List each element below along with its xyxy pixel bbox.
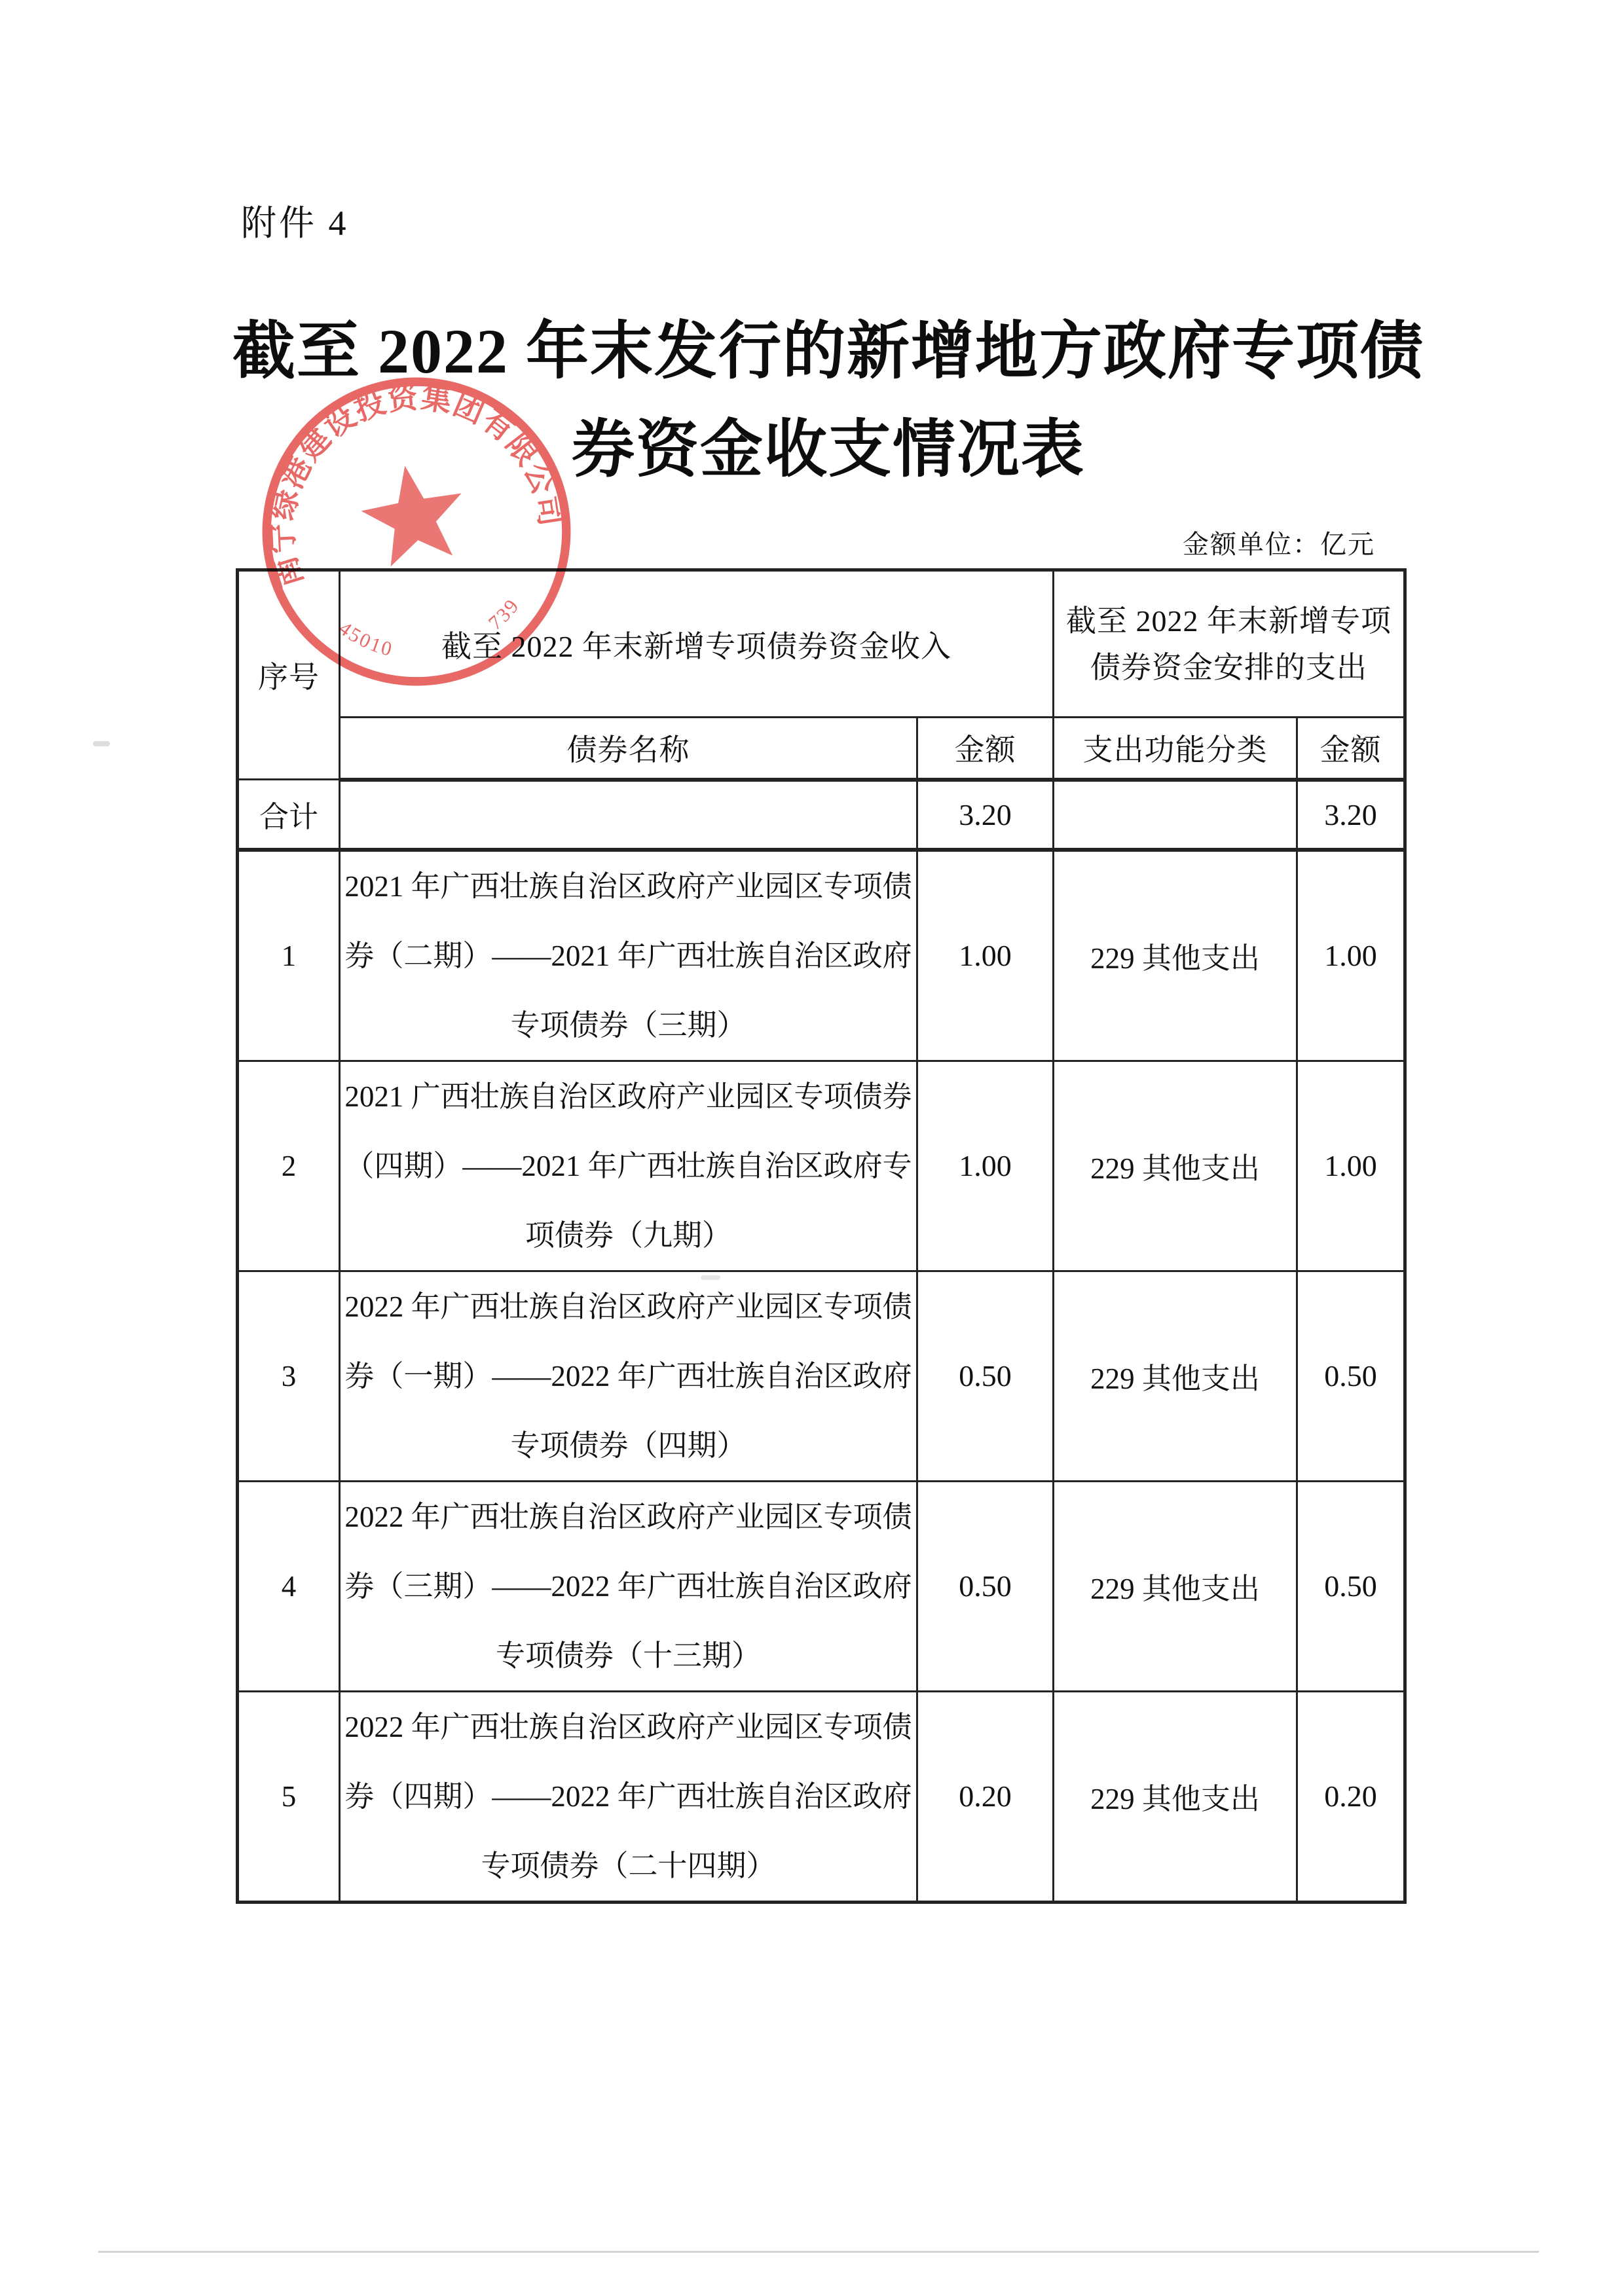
total-row [238, 780, 1405, 850]
bonds-table [236, 568, 1407, 1904]
table-row [238, 1061, 1405, 1271]
table-row [238, 850, 1405, 1061]
bond-name-cell: 2022 年广西壮族自治区政府产业园区专项债券（四期）——2022 年广西壮族自治区政府专项债券（二十四期） [340, 1691, 917, 1902]
seal-code-right: 739 [484, 594, 525, 634]
seal-code-left: 45010 [335, 617, 396, 661]
total-expense-category [1054, 780, 1297, 850]
income-amount-cell: 1.00 [917, 1061, 1054, 1271]
expense-amount-cell: 1.00 [1297, 850, 1405, 1061]
row-seq: 3 [238, 1271, 340, 1481]
total-label: 合计 [238, 780, 340, 850]
bond-name-cell: 2022 年广西壮族自治区政府产业园区专项债券（一期）——2022 年广西壮族自治区政府专项债券（四期） [340, 1271, 917, 1481]
expense-amount-cell: 0.50 [1297, 1271, 1405, 1481]
table-row [238, 1271, 1405, 1481]
header-expense-amount: 金额 [1297, 718, 1405, 780]
title-line-1: 截至 2022 年末发行的新增地方政府专项债 [232, 316, 1424, 386]
expense-amount-cell: 0.50 [1297, 1481, 1405, 1691]
header-bond-name: 债券名称 [340, 718, 917, 780]
attachment-label: 附件 4 [241, 204, 349, 243]
expense-category-cell: 229 其他支出 [1054, 1271, 1297, 1481]
header-row-columns [238, 718, 1405, 780]
income-amount-cell: 0.20 [917, 1691, 1054, 1902]
total-income-amount: 3.20 [917, 780, 1054, 850]
table-row [238, 1481, 1405, 1691]
header-expense-group: 截至 2022 年末新增专项债券资金安排的支出 [1054, 570, 1405, 718]
expense-category-cell: 229 其他支出 [1054, 1691, 1297, 1902]
scan-artifact-line [98, 2251, 1539, 2253]
header-income-group: 截至 2022 年末新增专项债券资金收入 [340, 570, 1054, 718]
header-row-groups [238, 570, 1405, 718]
bond-name-cell: 2021 年广西壮族自治区政府产业园区专项债券（二期）——2021 年广西壮族自治区政府专项债券（三期） [340, 850, 917, 1061]
expense-amount-cell: 1.00 [1297, 1061, 1405, 1271]
total-bond-name [340, 780, 917, 850]
seal-company-text: 南宁绿港建设投资集团有限公司 [265, 379, 569, 591]
expense-amount-cell: 0.20 [1297, 1691, 1405, 1902]
table-row [238, 1691, 1405, 1902]
row-seq: 5 [238, 1691, 340, 1902]
scan-speck [93, 741, 110, 746]
row-seq: 2 [238, 1061, 340, 1271]
expense-category-cell: 229 其他支出 [1054, 1061, 1297, 1271]
header-income-amount: 金额 [917, 718, 1054, 780]
header-expense-category: 支出功能分类 [1054, 718, 1297, 780]
expense-category-cell: 229 其他支出 [1054, 1481, 1297, 1691]
income-amount-cell: 1.00 [917, 850, 1054, 1061]
scan-speck [701, 1275, 720, 1280]
document-title [33, 302, 1624, 499]
total-expense-amount: 3.20 [1297, 780, 1405, 850]
title-line-2: 券资金收支情况表 [572, 414, 1085, 484]
income-amount-cell: 0.50 [917, 1271, 1054, 1481]
bond-name-cell: 2021 广西壮族自治区政府产业园区专项债券（四期）——2021 年广西壮族自治区政府专项债券（九期） [340, 1061, 917, 1271]
amount-unit-label: 金额单位：亿元 [1183, 530, 1375, 559]
header-seq: 序号 [238, 570, 340, 780]
row-seq: 4 [238, 1481, 340, 1691]
bond-name-cell: 2022 年广西壮族自治区政府产业园区专项债券（三期）——2022 年广西壮族自治区政府专项债券（十三期） [340, 1481, 917, 1691]
income-amount-cell: 0.50 [917, 1481, 1054, 1691]
expense-category-cell: 229 其他支出 [1054, 850, 1297, 1061]
row-seq: 1 [238, 850, 340, 1061]
